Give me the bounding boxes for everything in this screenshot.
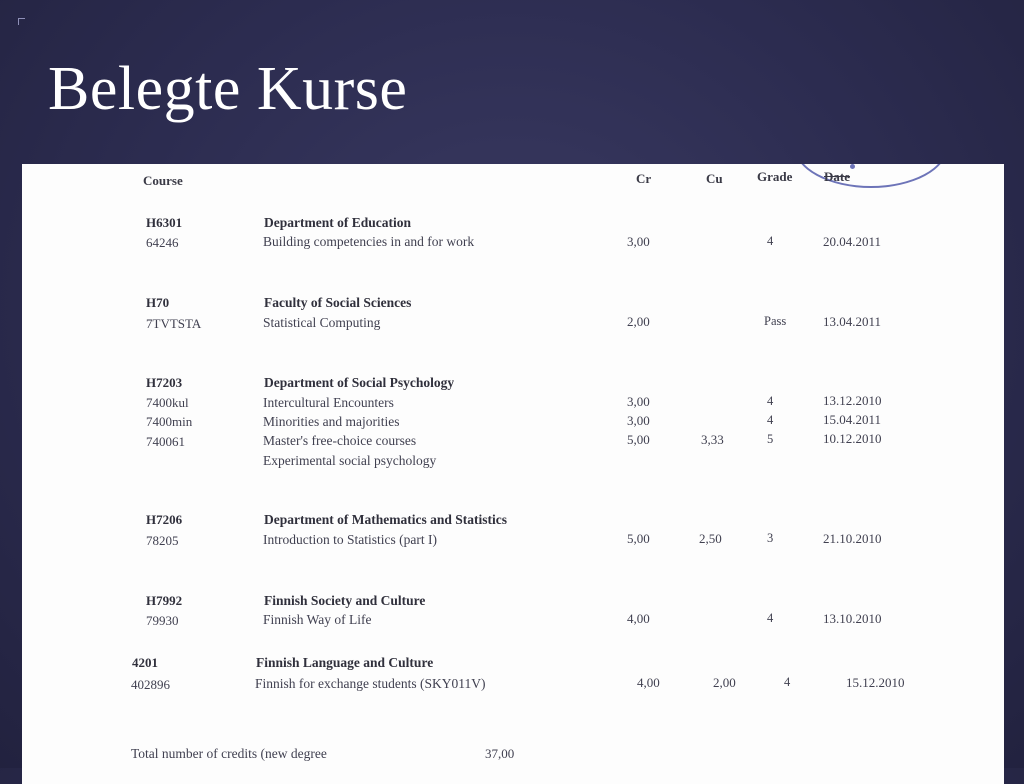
course-name: Finnish for exchange students (SKY011V) bbox=[255, 676, 486, 691]
group-department: Finnish Society and Culture bbox=[264, 593, 426, 608]
group-department: Finnish Language and Culture bbox=[256, 655, 434, 670]
stamp-dot bbox=[850, 164, 855, 169]
course-code: 402896 bbox=[131, 677, 170, 692]
course-date: 13.04.2011 bbox=[823, 314, 882, 329]
group-code: H7206 bbox=[146, 512, 183, 527]
header-date: Date bbox=[824, 169, 850, 184]
course-date: 10.12.2010 bbox=[823, 431, 882, 446]
course-credits: 3,00 bbox=[627, 234, 650, 249]
total-credits-value: 37,00 bbox=[485, 746, 515, 761]
course-name: Minorities and majorities bbox=[263, 414, 400, 429]
course-code: 7400kul bbox=[146, 395, 189, 410]
group-code: H70 bbox=[146, 295, 170, 310]
course-name: Intercultural Encounters bbox=[263, 395, 394, 410]
course-grade: Pass bbox=[764, 314, 787, 328]
course-grade: 4 bbox=[767, 611, 774, 625]
course-grade: 4 bbox=[767, 394, 774, 408]
course-code: 7400min bbox=[146, 414, 193, 429]
course-cu: 2,50 bbox=[699, 531, 722, 546]
group-department: Faculty of Social Sciences bbox=[264, 295, 412, 310]
slide-title: Belegte Kurse bbox=[48, 55, 408, 123]
course-grade: 4 bbox=[767, 234, 774, 248]
header-course: Course bbox=[143, 173, 183, 188]
course-cu: 2,00 bbox=[713, 675, 736, 690]
course-grade: 4 bbox=[767, 413, 774, 427]
group-code: H7203 bbox=[146, 375, 183, 390]
transcript-scan bbox=[22, 164, 1004, 784]
group-code: H7992 bbox=[146, 593, 183, 608]
course-date: 15.04.2011 bbox=[823, 412, 882, 427]
group-code: 4201 bbox=[132, 655, 158, 670]
course-name: Finnish Way of Life bbox=[263, 612, 372, 627]
group-department: Department of Social Psychology bbox=[264, 375, 455, 390]
total-credits-label: Total number of credits (new degree bbox=[131, 746, 327, 761]
course-code: 7TVTSTA bbox=[146, 316, 202, 331]
header-grade: Grade bbox=[757, 169, 793, 184]
slide-corner-decoration bbox=[18, 18, 25, 25]
course-credits: 3,00 bbox=[627, 413, 650, 428]
group-department: Department of Education bbox=[264, 215, 411, 230]
course-date: 20.04.2011 bbox=[823, 234, 882, 249]
header-cr: Cr bbox=[636, 171, 652, 186]
course-credits: 4,00 bbox=[637, 675, 660, 690]
course-cu: 3,33 bbox=[701, 432, 724, 447]
course-date: 21.10.2010 bbox=[823, 531, 882, 546]
course-code: 64246 bbox=[146, 235, 179, 250]
group-code: H6301 bbox=[146, 215, 183, 230]
course-date: 15.12.2010 bbox=[846, 675, 905, 690]
course-name: Master's free-choice courses bbox=[263, 433, 417, 448]
course-code: 78205 bbox=[146, 533, 179, 548]
course-date: 13.12.2010 bbox=[823, 393, 882, 408]
course-date: 13.10.2010 bbox=[823, 611, 882, 626]
course-code: 79930 bbox=[146, 613, 179, 628]
course-grade: 4 bbox=[784, 675, 791, 689]
course-name: Building competencies in and for work bbox=[263, 234, 475, 249]
course-name: Statistical Computing bbox=[263, 315, 381, 330]
official-stamp bbox=[794, 164, 948, 188]
group-department: Department of Mathematics and Statistics bbox=[264, 512, 507, 527]
course-credits: 2,00 bbox=[627, 314, 650, 329]
course-credits: 5,00 bbox=[627, 432, 650, 447]
course-grade: 5 bbox=[767, 432, 774, 446]
course-name: Introduction to Statistics (part I) bbox=[263, 532, 437, 547]
course-grade: 3 bbox=[767, 531, 774, 545]
course-credits: 4,00 bbox=[627, 611, 650, 626]
course-code: 740061 bbox=[146, 434, 185, 449]
header-cu: Cu bbox=[706, 171, 723, 186]
course-name: Experimental social psychology bbox=[263, 453, 437, 468]
course-credits: 3,00 bbox=[627, 394, 650, 409]
course-credits: 5,00 bbox=[627, 531, 650, 546]
